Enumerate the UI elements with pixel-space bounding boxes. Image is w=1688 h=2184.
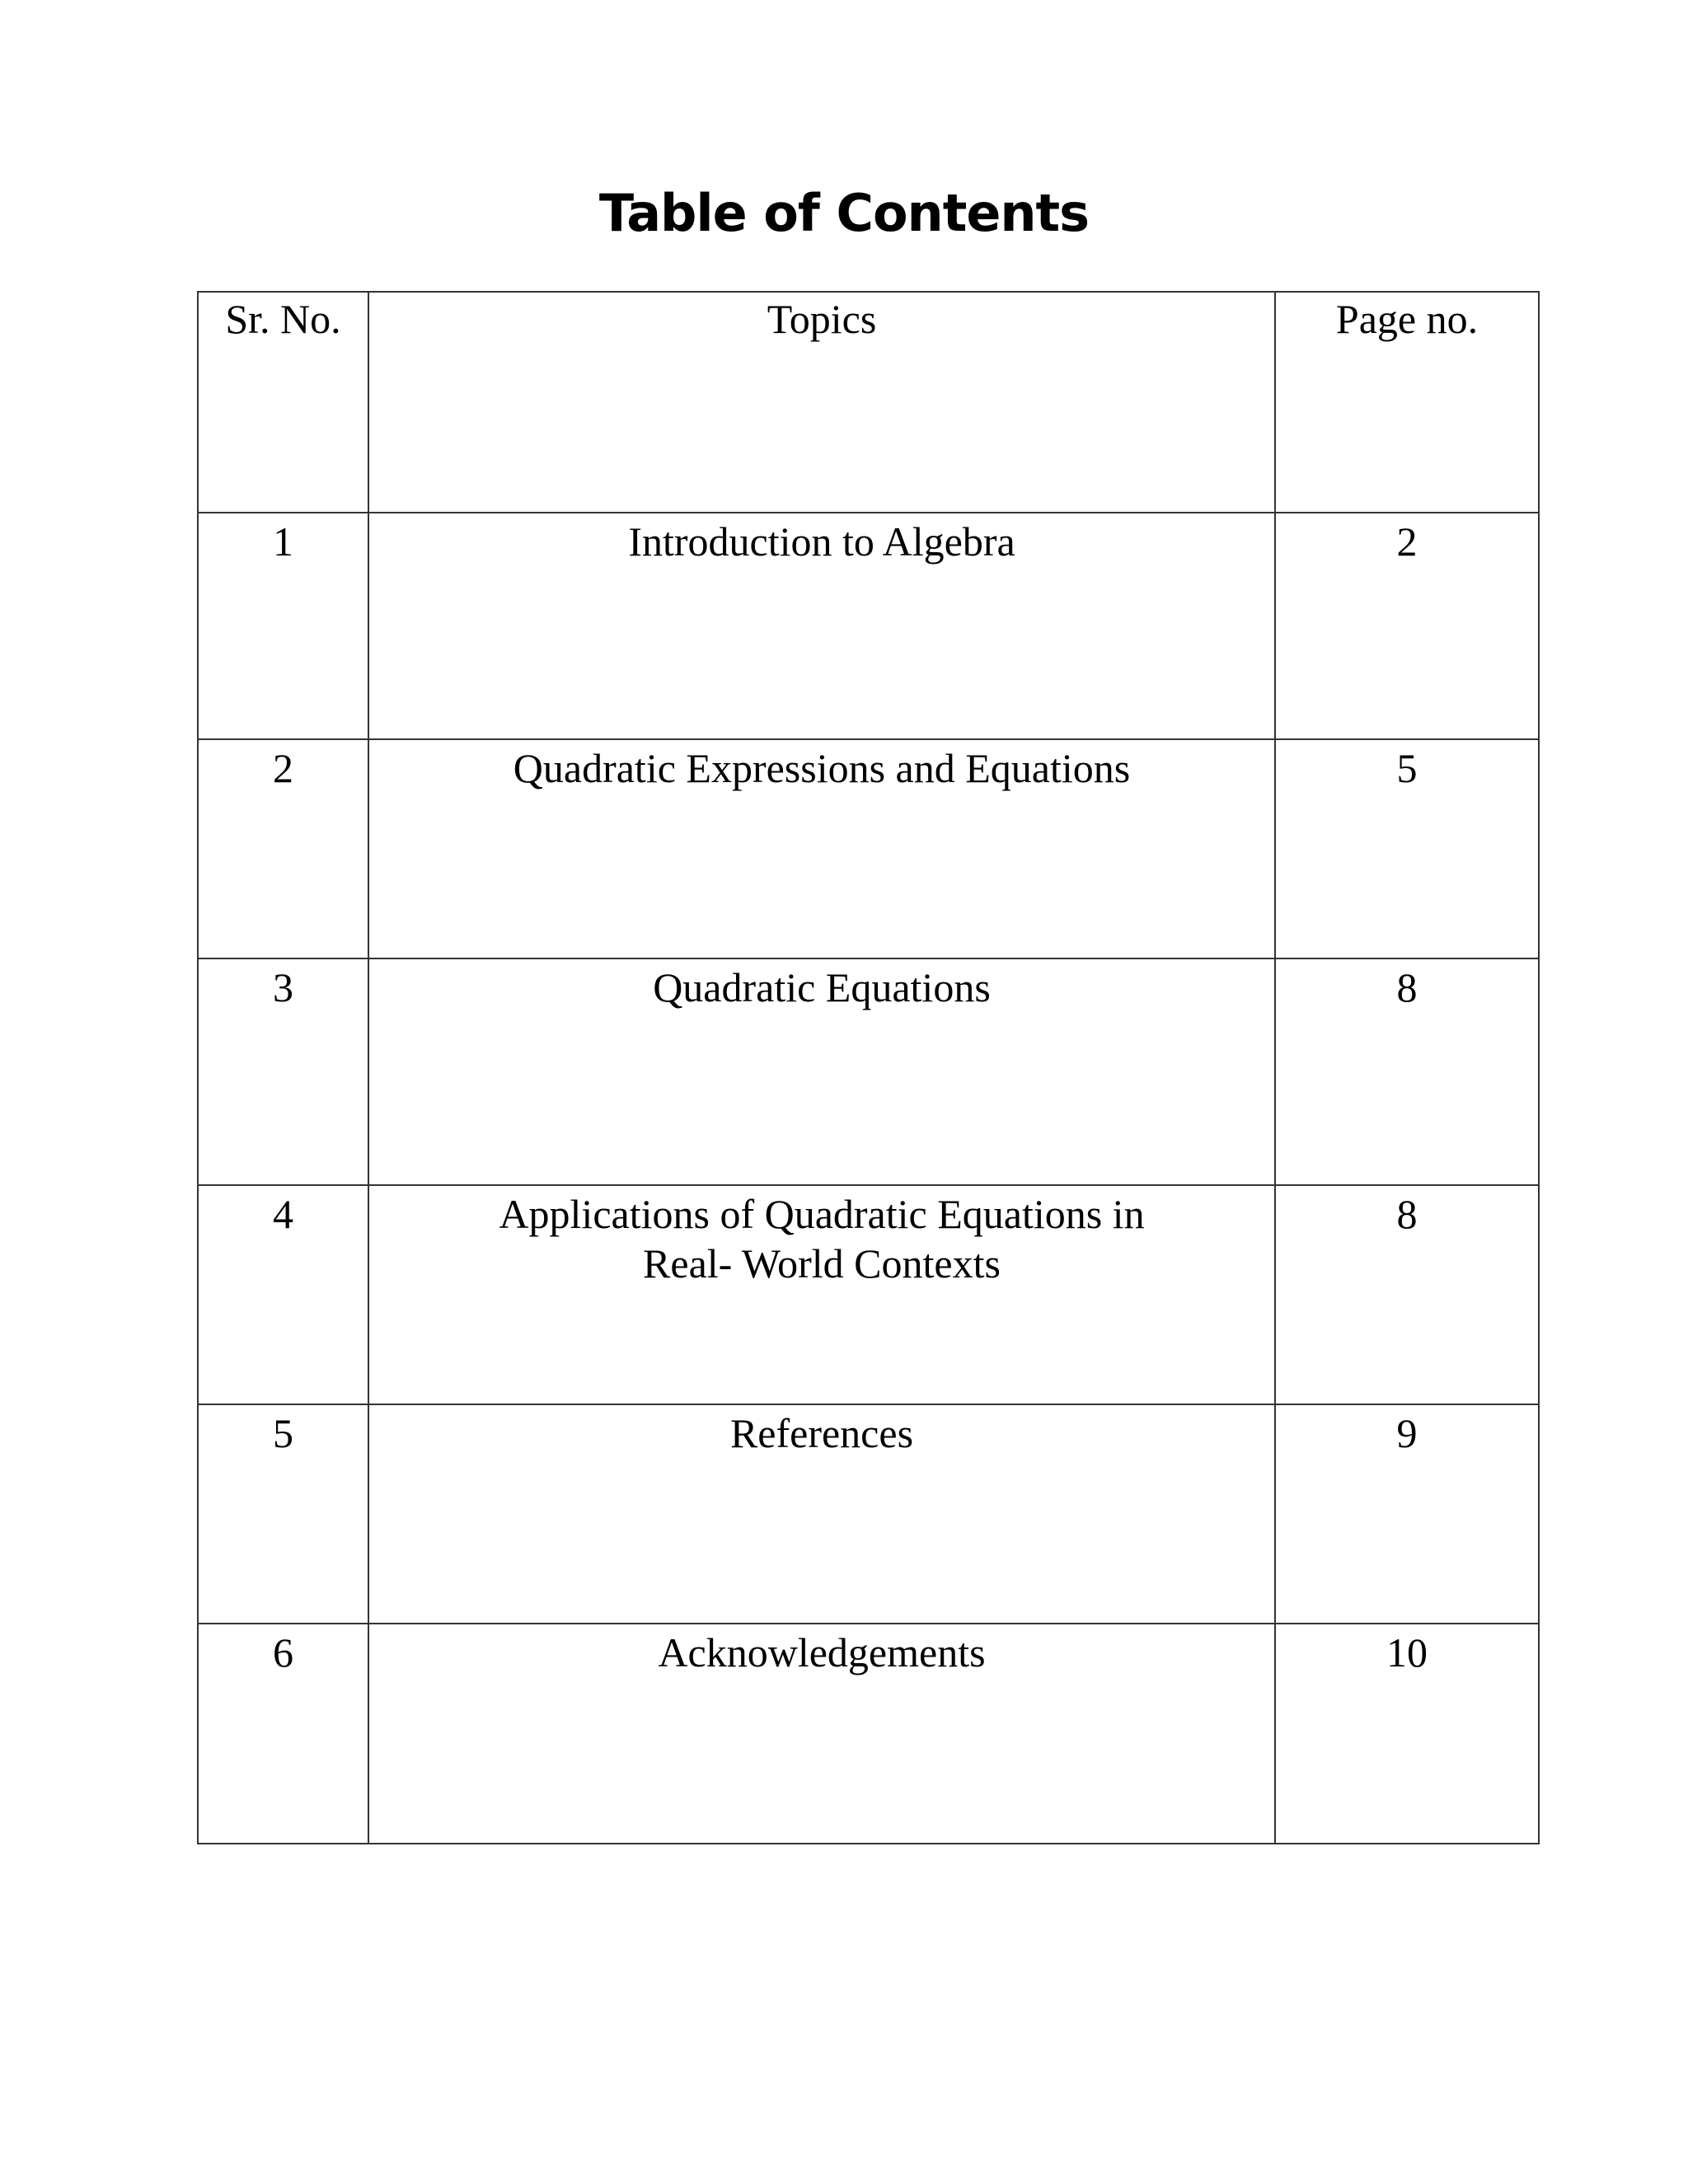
topic-cell: Acknowledgements xyxy=(368,1624,1275,1844)
sr-no-cell: 5 xyxy=(198,1404,368,1624)
page-cell: 8 xyxy=(1275,958,1539,1185)
sr-no-cell: 2 xyxy=(198,739,368,958)
table-row xyxy=(198,513,1539,739)
header-page-no: Page no. xyxy=(1275,292,1539,513)
table-row xyxy=(198,1185,1539,1404)
table-row xyxy=(198,1624,1539,1844)
topic-line-1: Applications of Quadratic Equations in xyxy=(499,1191,1145,1237)
topic-cell: Quadratic Expressions and Equations xyxy=(368,739,1275,958)
table-row xyxy=(198,958,1539,1185)
header-topics: Topics xyxy=(368,292,1275,513)
sr-no-cell: 4 xyxy=(198,1185,368,1404)
page-title: Table of Contents xyxy=(598,183,1090,243)
sr-no-cell: 3 xyxy=(198,958,368,1185)
header-sr-no: Sr. No. xyxy=(198,292,368,513)
topic-cell: Quadratic Equations xyxy=(368,958,1275,1185)
table-of-contents xyxy=(197,291,1540,1844)
topic-line-2: Real- World Contexts xyxy=(643,1240,1001,1286)
sr-no-cell: 6 xyxy=(198,1624,368,1844)
table-row xyxy=(198,739,1539,958)
sr-no-cell: 1 xyxy=(198,513,368,739)
page-cell: 5 xyxy=(1275,739,1539,958)
topic-cell xyxy=(368,1185,1275,1404)
table-header-row xyxy=(198,292,1539,513)
page-cell: 10 xyxy=(1275,1624,1539,1844)
page-cell: 2 xyxy=(1275,513,1539,739)
topic-cell: Introduction to Algebra xyxy=(368,513,1275,739)
page-cell: 9 xyxy=(1275,1404,1539,1624)
page-cell: 8 xyxy=(1275,1185,1539,1404)
topic-cell: References xyxy=(368,1404,1275,1624)
table-row xyxy=(198,1404,1539,1624)
